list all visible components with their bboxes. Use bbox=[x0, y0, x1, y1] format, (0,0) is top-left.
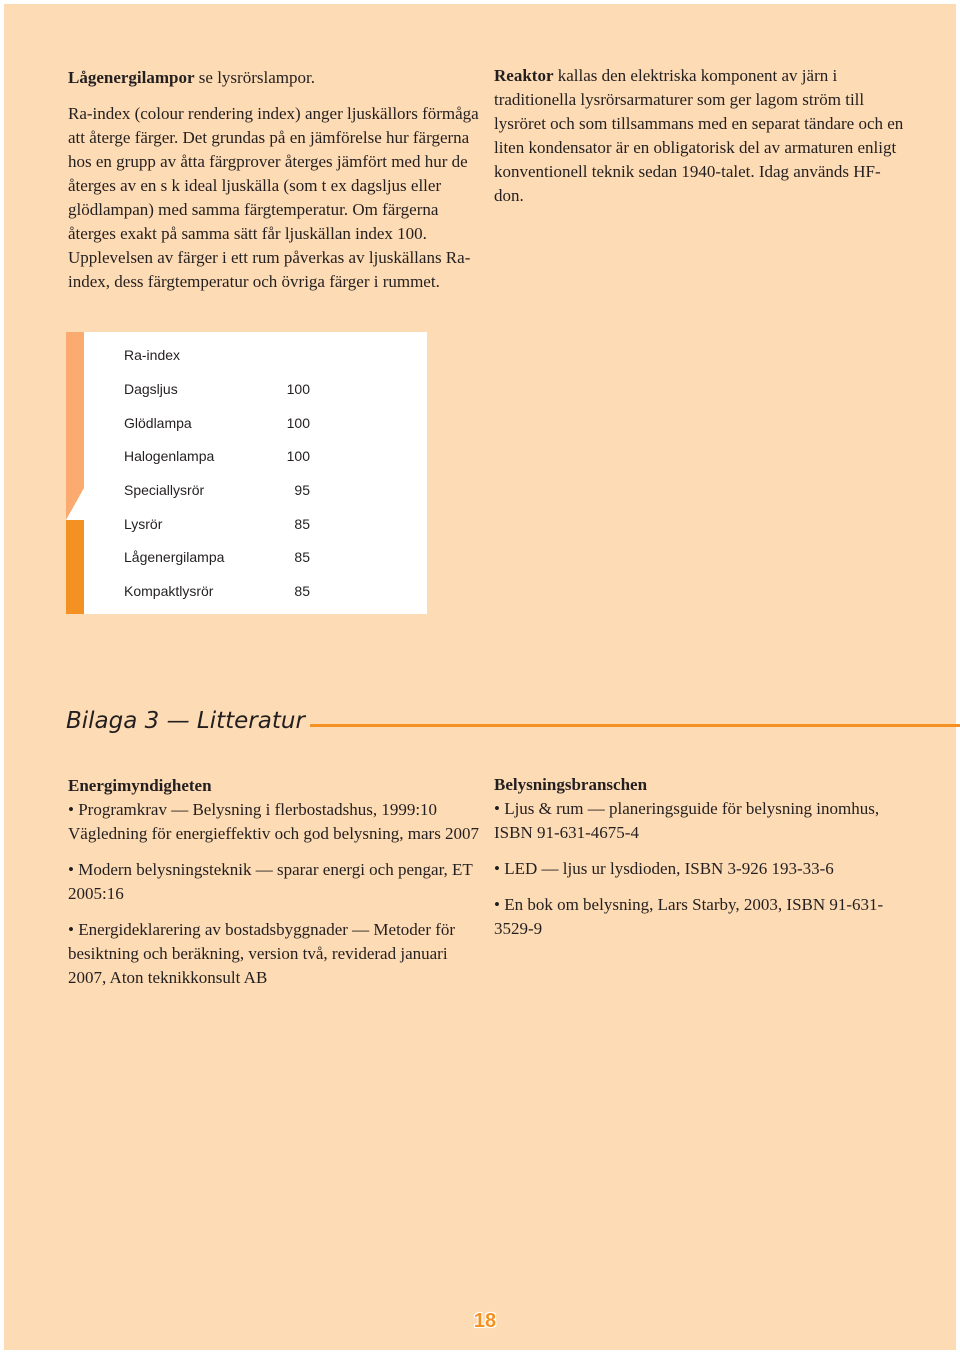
ra-row-label: Speciallysrör bbox=[124, 482, 205, 498]
term-reaktor: Reaktor bbox=[494, 66, 554, 85]
paragraph-lagenergilampor bbox=[68, 66, 483, 90]
paragraph-ra-index bbox=[68, 102, 483, 294]
page-number: 18 bbox=[473, 1310, 497, 1332]
ra-row-label: Dagsljus bbox=[124, 381, 178, 397]
accent-stripe-light bbox=[66, 332, 84, 488]
ra-row-value: 100 bbox=[286, 381, 310, 397]
term-ra-index: Ra-index (colour rendering index) bbox=[68, 104, 301, 123]
ra-row-halogenlampa bbox=[124, 448, 310, 464]
ra-row-speciallysror bbox=[124, 482, 310, 498]
ra-row-value: 100 bbox=[286, 448, 310, 464]
ra-row-label: Lågenergilampa bbox=[124, 549, 225, 565]
ra-row-lysror bbox=[124, 516, 310, 532]
reference-item: • Programkrav — Belysning i flerbostadshus, 1999:10 Vägledning för energieffektiv och god belysning, mars 2007 bbox=[68, 800, 480, 843]
ra-row-lagenergilampa bbox=[124, 549, 310, 565]
section-rule bbox=[310, 724, 960, 727]
section-title: Bilaga 3 — Litteratur bbox=[66, 708, 305, 734]
ra-index-title: Ra-index bbox=[124, 347, 181, 363]
ra-row-label: Glödlampa bbox=[124, 415, 192, 431]
accent-stripe-dark bbox=[66, 520, 84, 614]
intro-left-column bbox=[68, 66, 483, 306]
ra-row-value: 100 bbox=[286, 415, 310, 431]
text-ra-index: anger ljuskällors förmåga att återge färger. Det grundas på en jämförelse hur färgerna hos en grupp av åtta färgprover återges jämfört med hur de återges av en s k ideal ljuskälla (som t ex dagsljus eller glödlampan) med samma färgtemperatur. Om färgerna återges exakt på samma sätt får ljuskällan index 100. Upplevelsen av färger i ett rum påverkas av ljuskällans Ra-index, dess färgtemperatur och övriga färger i rummet. bbox=[68, 104, 479, 291]
ra-row-value: 85 bbox=[294, 549, 310, 565]
ra-row-dagsljus bbox=[124, 381, 310, 397]
term-lagenergilampor: Lågenergilampor bbox=[68, 68, 195, 87]
reference-item: • Modern belysningsteknik — sparar energi och pengar, ET 2005:16 bbox=[68, 860, 473, 903]
ra-index-table bbox=[66, 332, 427, 614]
heading-belysningsbranschen: Belysningsbranschen bbox=[494, 775, 648, 794]
literature-right-column bbox=[494, 773, 906, 953]
reference-item: • En bok om belysning, Lars Starby, 2003, ISBN 91-631-3529-9 bbox=[494, 895, 884, 938]
ra-row-value: 85 bbox=[294, 583, 310, 599]
ra-row-label: Lysrör bbox=[124, 516, 163, 532]
intro-right-column bbox=[494, 64, 906, 220]
page bbox=[4, 4, 956, 1350]
reference-item: • Ljus & rum — planeringsguide för belysning inomhus, ISBN 91-631-4675-4 bbox=[494, 799, 880, 842]
ra-row-kompaktlysror bbox=[124, 583, 310, 599]
ra-row-glodlampa bbox=[124, 415, 310, 431]
ra-row-value: 95 bbox=[294, 482, 310, 498]
text-lagenergilampor: se lysrörslampor. bbox=[194, 68, 315, 87]
reference-item: • Energideklarering av bostadsbyggnader — Metoder för besiktning och beräkning, version två, reviderad januari 2007, Aton teknikkonsult AB bbox=[68, 920, 456, 987]
paragraph-reaktor bbox=[494, 64, 906, 208]
heading-energimyndigheten: Energimyndigheten bbox=[68, 776, 212, 795]
text-reaktor: kallas den elektriska komponent av järn i traditionella lysrörsarmaturer som ger lagom ström till lysröret och som tillsammans med en separat tändare och en liten kondensator är en obligatorisk del av armaturen enligt konventionell teknik sedan 1940-talet. Idag används HF-don. bbox=[494, 66, 904, 205]
ra-row-label: Halogenlampa bbox=[124, 448, 215, 464]
literature-left-column bbox=[68, 774, 483, 1002]
reference-item: • LED — ljus ur lysdioden, ISBN 3-926 193-33-6 bbox=[494, 859, 834, 878]
accent-stripe-wedge bbox=[66, 488, 84, 520]
ra-row-label: Kompaktlysrör bbox=[124, 583, 214, 599]
ra-row-value: 85 bbox=[294, 516, 310, 532]
